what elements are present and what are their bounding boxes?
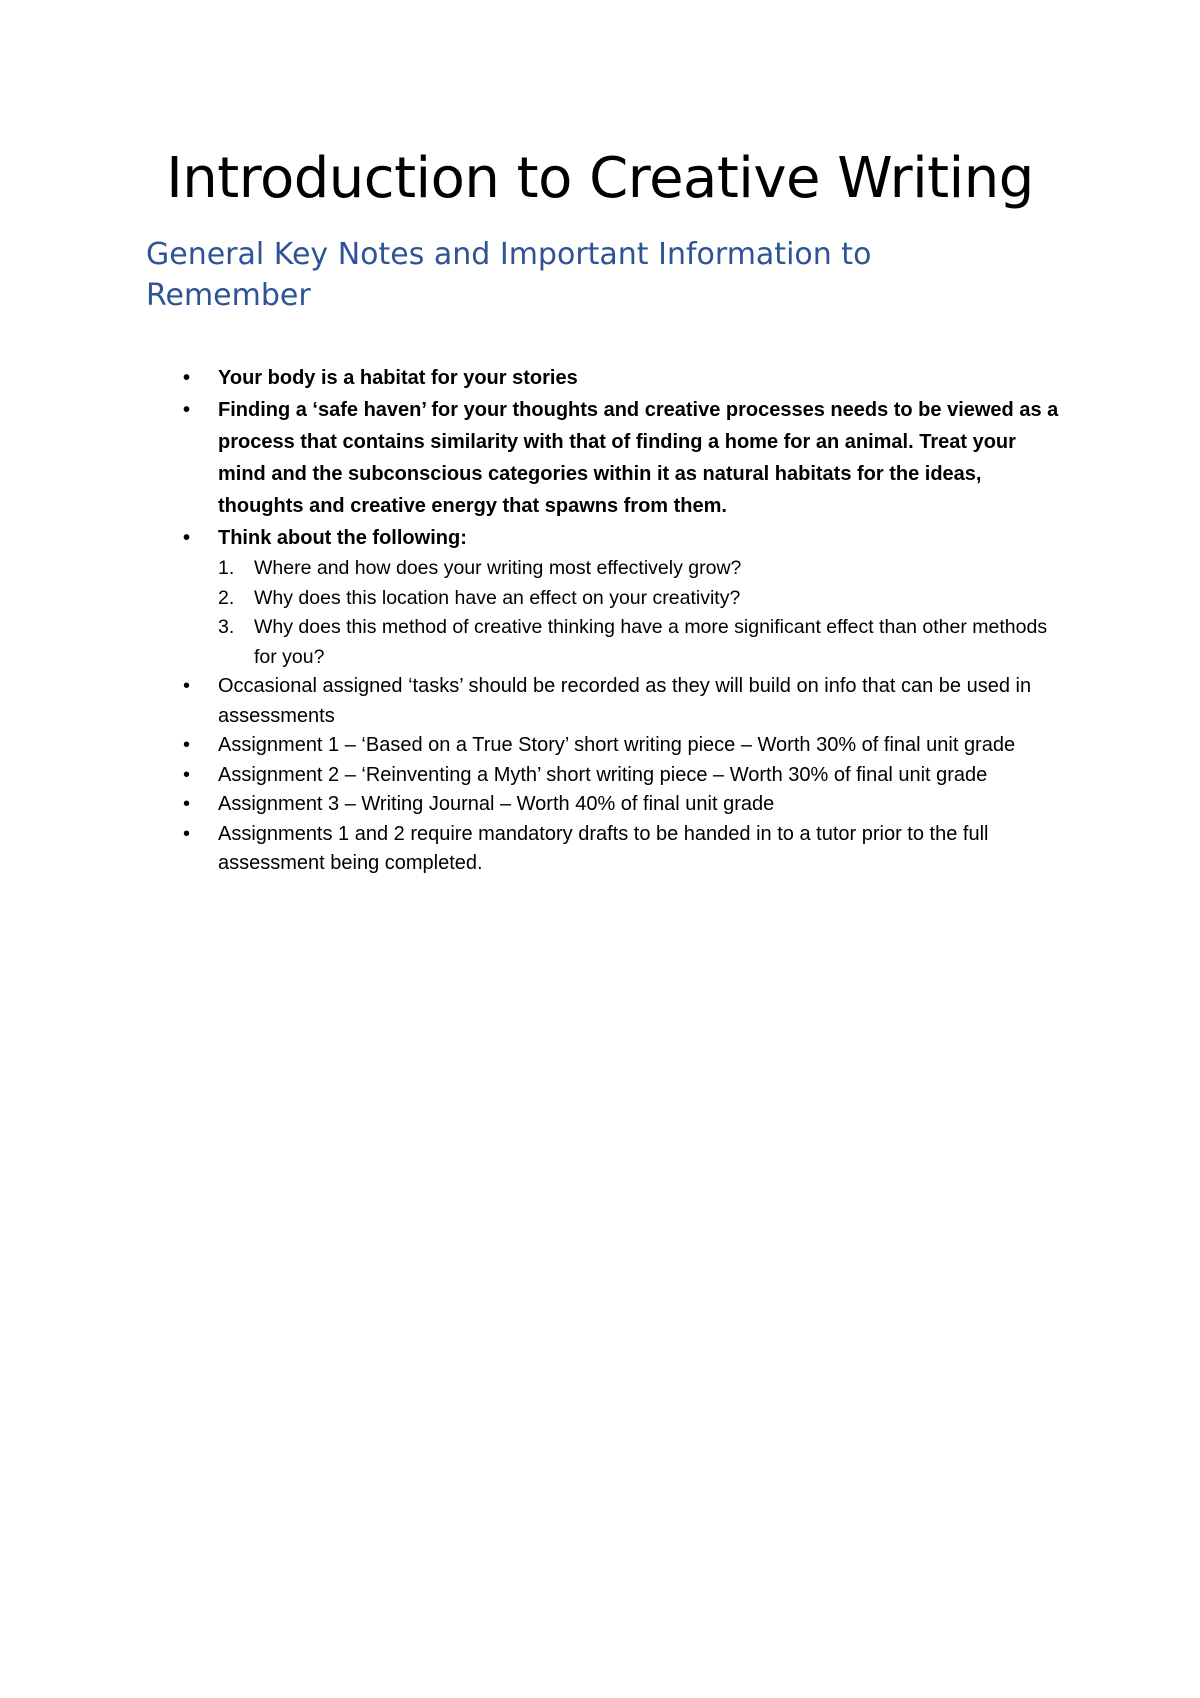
item-number: 3. [218, 616, 235, 638]
list-item [146, 394, 1066, 522]
bullet-icon: • [183, 822, 191, 845]
bullet-icon: • [183, 399, 191, 421]
numbered-item-text: Why does this location have an effect on your creativity? [254, 586, 741, 609]
numbered-sublist-container [146, 554, 1066, 672]
numbered-item-text: Where and how does your writing most effectively grow? [254, 557, 742, 579]
item-number: 2. [218, 586, 235, 609]
list-item-text: Occasional assigned ‘tasks’ should be recorded as they will build on info that can be used in assessments [218, 675, 1032, 727]
bullet-icon: • [183, 734, 191, 756]
list-item-text: Think about the following: [218, 527, 467, 549]
numbered-item [146, 554, 1066, 584]
list-item [146, 362, 1066, 394]
bullet-icon: • [183, 367, 191, 389]
numbered-sublist [146, 554, 1066, 672]
list-item [146, 820, 1066, 879]
list-item [146, 761, 1066, 791]
bullet-icon: • [183, 675, 191, 697]
bullet-icon: • [183, 793, 191, 815]
list-item [146, 672, 1066, 731]
list-item [146, 790, 1066, 820]
page-subtitle: General Key Notes and Important Information to Remember [146, 237, 872, 313]
item-number: 1. [218, 557, 235, 579]
list-item-text: Finding a ‘safe haven’ for your thoughts and creative processes needs to be viewed as a process that contains similarity with that of finding a home for an animal. Treat your mind and the subconscious categories within it as natural habitats for the ideas, thoughts and creative energy that spawns from them. [218, 399, 1059, 517]
bullet-icon: • [183, 527, 191, 549]
list-item [146, 731, 1066, 761]
page-title: Introduction to Creative Writing [166, 146, 1034, 211]
bullet-icon: • [183, 763, 191, 786]
list-item-text: Assignment 2 – ‘Reinventing a Myth’ short writing piece – Worth 30% of final unit grade [218, 763, 988, 786]
numbered-item [146, 613, 1066, 672]
numbered-item-text: Why does this method of creative thinking have a more significant effect than other methods for you? [254, 616, 1048, 668]
list-item-text: Your body is a habitat for your stories [218, 367, 578, 389]
list-item-text: Assignment 1 – ‘Based on a True Story’ short writing piece – Worth 30% of final unit grade [218, 734, 1016, 756]
key-notes-list [146, 362, 1066, 879]
list-item [146, 522, 1066, 554]
list-item-text: Assignments 1 and 2 require mandatory drafts to be handed in to a tutor prior to the full assessment being completed. [218, 822, 989, 874]
list-item-text: Assignment 3 – Writing Journal – Worth 40% of final unit grade [218, 793, 775, 815]
numbered-item [146, 584, 1066, 614]
